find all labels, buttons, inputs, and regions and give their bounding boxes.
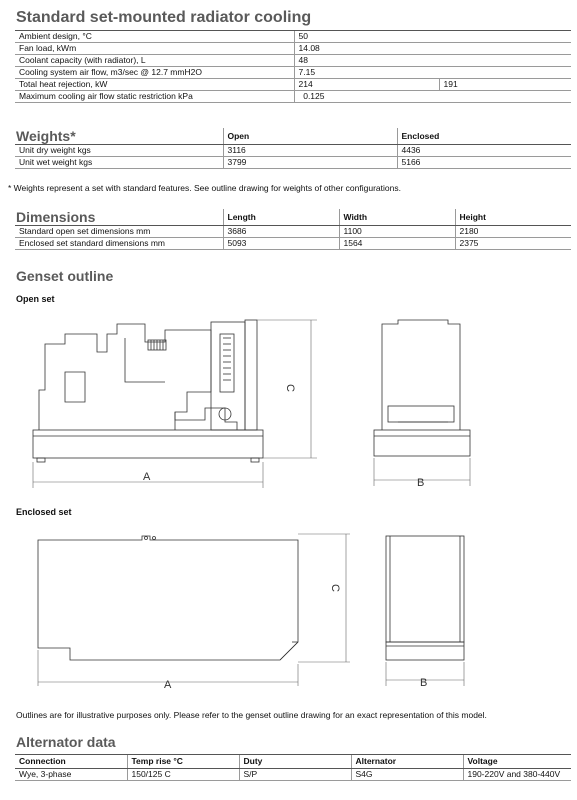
table-row [15,43,571,55]
dim-b-label: B [420,677,428,689]
open-set-side-drawing [25,312,325,497]
dim-a-label: A [164,679,172,690]
cell-value-2: 191 [439,79,571,91]
dimensions-table [15,209,571,250]
table-header-row [15,209,571,226]
table-row [15,145,571,157]
cell-enclosed: 4436 [397,145,571,157]
enclosed-set-label: Enclosed set [16,507,72,517]
table-row [15,238,571,250]
table-row [15,31,571,43]
cell-label: Fan load, kWm [15,43,294,55]
table-row [15,67,571,79]
table-row [15,157,571,169]
cell-value: 14.08 [294,43,571,55]
cell-label: Standard open set dimensions mm [15,226,223,238]
col-header: Duty [239,755,351,769]
enclosed-set-side-drawing [30,530,360,690]
cell-label: Coolant capacity (with radiator), L [15,55,294,67]
table-row [15,769,571,781]
col-header-width: Width [339,209,455,226]
cell-voltage: 190-220V and 380-440V [463,769,571,781]
col-header: Voltage [463,755,571,769]
cell-label: Ambient design, °C [15,31,294,43]
weights-table [15,128,571,169]
weights-note: * Weights represent a set with standard features. See outline drawing for weights of other configurations. [8,183,401,193]
cell-label: Cooling system air flow, m3/sec @ 12.7 mmH2O [15,67,294,79]
cooling-title: Standard set-mounted radiator cooling [16,9,312,26]
cell-open: 3116 [223,145,397,157]
cell-length: 5093 [223,238,339,250]
cell-value: 214 [294,79,439,91]
cell-open: 3799 [223,157,397,169]
enclosed-set-end-drawing [378,530,478,690]
cell-temp-rise: 150/125 C [127,769,239,781]
dim-c-label: C [284,384,296,392]
alternator-table [15,754,571,781]
col-header-length: Length [223,209,339,226]
outline-title: Genset outline [16,268,114,284]
dim-a-label: A [143,471,151,483]
col-header: Alternator [351,755,463,769]
cell-duty: S/P [239,769,351,781]
dim-c-label: C [329,584,341,592]
cell-height: 2375 [455,238,571,250]
cell-value: 0.125 [294,91,571,103]
table-row [15,91,571,103]
cell-height: 2180 [455,226,571,238]
table-row [15,226,571,238]
grille-icon [148,340,166,350]
dim-b-label: B [417,477,425,489]
col-header: Connection [15,755,127,769]
cell-length: 3686 [223,226,339,238]
cell-value: 50 [294,31,571,43]
table-header-row [15,128,571,145]
cell-width: 1100 [339,226,455,238]
col-header-height: Height [455,209,571,226]
col-header-open: Open [223,128,397,145]
open-set-end-drawing [368,318,488,493]
table-row [15,79,571,91]
cell-connection: Wye, 3-phase [15,769,127,781]
cell-alternator: S4G [351,769,463,781]
cell-label: Enclosed set standard dimensions mm [15,238,223,250]
col-header: Temp rise °C [127,755,239,769]
cell-label: Total heat rejection, kW [15,79,294,91]
cell-label: Unit dry weight kgs [15,145,223,157]
table-header-row [15,755,571,769]
cell-value: 7.15 [294,67,571,79]
alternator-title: Alternator data [16,734,116,750]
outline-note: Outlines are for illustrative purposes only. Please refer to the genset outline drawing for an exact representation of this model. [16,710,487,720]
cell-enclosed: 5166 [397,157,571,169]
cell-label: Maximum cooling air flow static restriction kPa [15,91,294,103]
open-set-label: Open set [16,294,55,304]
table-row [15,55,571,67]
cell-width: 1564 [339,238,455,250]
col-header-enclosed: Enclosed [397,128,571,145]
weights-title: Weights* [15,128,223,145]
cooling-table [15,31,571,103]
dimensions-title: Dimensions [15,209,223,226]
cell-label: Unit wet weight kgs [15,157,223,169]
cell-value: 48 [294,55,571,67]
